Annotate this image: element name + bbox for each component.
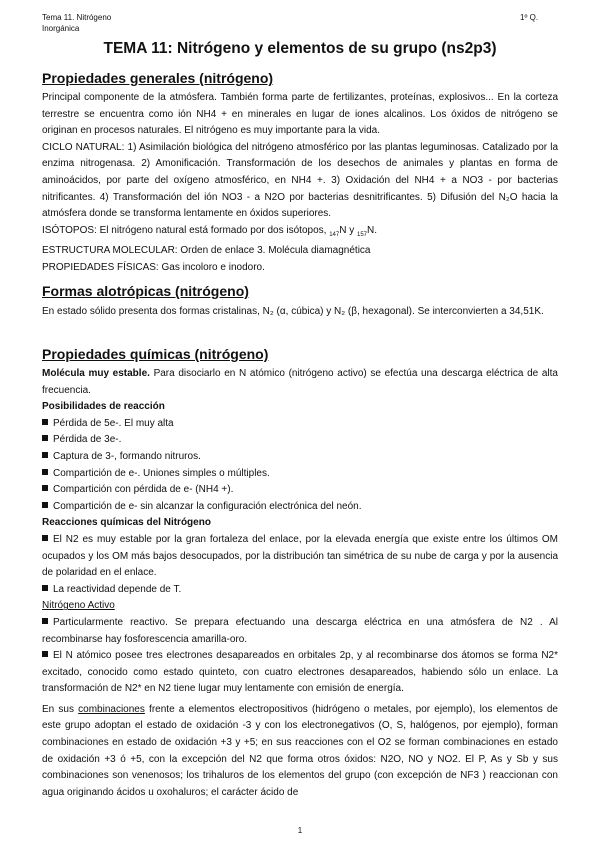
bullet-square-icon <box>42 452 48 458</box>
list-item-text: Particularmente reactivo. Se prepara efectuando una descarga eléctrica en una atmósfera de N2 . Al recombinarse hay fosforescencia amarilla-oro. <box>42 616 558 645</box>
isotopo1-symbol: N y <box>339 224 355 236</box>
bullet-square-icon <box>42 585 48 591</box>
isotopos-text: ISÓTOPOS: El nitrógeno natural está formado por dos isótopos, <box>42 224 327 236</box>
list-item <box>42 582 558 599</box>
reacciones-heading: Reacciones químicas del Nitrógeno <box>42 517 211 529</box>
estable-rest: Para disociarlo en N atómico (nitrógeno activo) se efectúa una descarga eléctrica de alta frecuencia. <box>42 368 558 396</box>
section-propiedades-quimicas <box>42 366 558 801</box>
estructura-line: ESTRUCTURA MOLECULAR: Orden de enlace 3. Molécula diamagnética <box>42 245 371 257</box>
header-course: Inorgánica <box>42 24 80 33</box>
list-item <box>42 499 558 516</box>
bullet-square-icon <box>42 469 48 475</box>
fisicas-line: PROPIEDADES FÍSICAS: Gas incoloro e inodoro. <box>42 261 265 273</box>
list-item-text: Captura de 3-, formando nitruros. <box>53 450 201 462</box>
bullet-square-icon <box>42 618 48 624</box>
combinaciones-paragraph <box>42 702 558 802</box>
list-item <box>42 432 558 449</box>
list-item <box>42 416 558 433</box>
list-item-text: Pérdida de 5e-. El muy alta <box>53 417 174 429</box>
header-term: 1º Q. <box>520 13 539 22</box>
heading-formas-alotropicas: Formas alotrópicas (nitrógeno) <box>42 283 249 299</box>
page-title: TEMA 11: Nitrógeno y elementos de su grupo (ns2p3) <box>103 40 497 57</box>
list-item <box>42 532 558 582</box>
list-item <box>42 648 558 698</box>
bullet-square-icon <box>42 502 48 508</box>
bullet-square-icon <box>42 435 48 441</box>
ciclo-natural-paragraph: CICLO NATURAL: 1) Asimilación biológica del nitrógeno atmosférico por las plantas leguminosas. Catalizado por la enzima nitrogenasa. 2) Amonificación. Transformación de los desechos de animales y plantas en forma de aminoácidos, por parte del oxígeno atmosférico, en NH4 +. 3) Oxidación del NH4 + a NO3 - por bacterias nitrificantes. 4) Transformación del ión NO3 - a N2O por bacterias desnitrificantes. 5) Difusión del N₂O hacia la atmósfera donde se transforma lentamente en óxidos superiores. <box>42 141 558 220</box>
header-left <box>42 12 111 34</box>
section-propiedades-generales <box>42 90 558 277</box>
list-item <box>42 482 558 499</box>
list-item-text: Pérdida de 3e-. <box>53 434 122 446</box>
combinaciones-rest: frente a elementos electropositivos (hidrógeno o metales, por ejemplo), los elementos de este grupo adoptan el estado de oxidación -3 y con los electronegativos (O, S, halógenos, por ejemplo), forman combinaciones en estado de oxidación +3 y +5; en sus reacciones con el O2 se forman combinaciones en estado de oxidación +3 ó +5, con la excepción del N2 que forma otros óxidos: N2O, NO y NO2. El P, As y Sb y sus combinaciones son venenosos; los trihaluros de los elementos del grupo (con excepción de NF3 ) reaccionan con agua originando ácidos u oxohaluros; el carácter ácido de <box>42 703 558 798</box>
bullet-square-icon <box>42 485 48 491</box>
list-item-text: Compartición con pérdida de e- (NH4 +). <box>53 484 234 496</box>
heading-propiedades-quimicas: Propiedades químicas (nitrógeno) <box>42 346 269 362</box>
posibilidades-heading: Posibilidades de reacción <box>42 401 165 413</box>
list-item-text: Compartición de e-. Uniones simples o múltiples. <box>53 467 270 479</box>
bullet-square-icon <box>42 535 48 541</box>
list-item <box>42 449 558 466</box>
estable-bold: Molécula muy estable. <box>42 368 150 379</box>
list-item-text: La reactividad depende de T. <box>53 583 182 595</box>
isotopos-line <box>42 223 558 244</box>
list-item <box>42 466 558 483</box>
list-item <box>42 615 558 648</box>
combinaciones-word: combinaciones <box>78 703 145 715</box>
list-item-text: Compartición de e- sin alcanzar la configuración electrónica del neón. <box>53 500 362 512</box>
combinaciones-pre: En sus <box>42 703 79 715</box>
isotopo1-mass: 147 <box>329 231 340 238</box>
alotropicas-paragraph: En estado sólido presenta dos formas cristalinas, N₂ (α, cúbica) y N₂ (β, hexagonal). Se interconvierten a 34,51K. <box>42 306 544 317</box>
isotopo2-symbol: N. <box>367 224 378 236</box>
list-item-text: El N atómico posee tres electrones desapareados en orbitales 2p, y al recombinarse dos átomos se forma N2* excitado, conocido como estado quinteto, con cuatro electrones desapareados, habiendo sólo un enlace. La transformación de N2* en N2 tiene lugar muy lentamente con emisión de energía. <box>42 650 558 695</box>
section-formas-alotropicas <box>42 304 558 321</box>
heading-propiedades-generales: Propiedades generales (nitrógeno) <box>42 70 274 86</box>
header-subject: Tema 11. Nitrógeno <box>42 13 112 22</box>
activo-heading: Nitrógeno Activo <box>42 600 115 612</box>
estable-paragraph <box>42 366 558 399</box>
page-number: 1 <box>297 826 303 835</box>
list-item-text: El N2 es muy estable por la gran fortaleza del enlace, por la elevada energía que existe entre los últimos OM ocupados y los OM más bajos desocupados, por la distribución tan simétrica de su nube de carga y por la ausencia de polaridad en el enlace. <box>42 533 558 579</box>
intro-paragraph: Principal componente de la atmósfera. También forma parte de fertilizantes, proteínas, explosivos... En la corteza terrestre se encuentra como ión NH4 + en minerales en lugar de iones alcalinos. Los óxidos de nitrógeno se originan en procesos naturales. El nitrógeno es muy importante para la vida. <box>42 92 558 137</box>
bullet-square-icon <box>42 651 48 657</box>
isotopo2-mass: 157 <box>357 231 368 238</box>
bullet-square-icon <box>42 419 48 425</box>
